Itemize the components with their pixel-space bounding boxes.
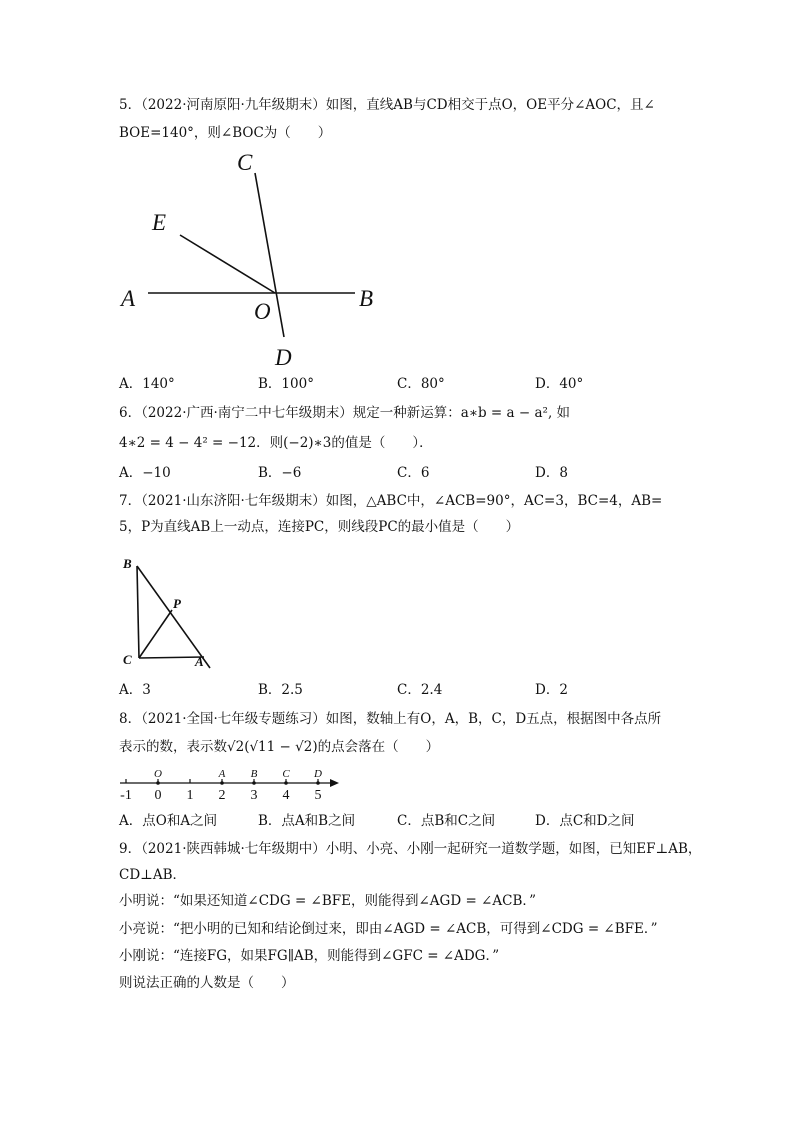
q6-option-c[interactable]: C．6 (397, 465, 430, 481)
point-label: B (250, 768, 258, 780)
q6-stem-line2: 4∗2 = 4 − 4² = −12．则(−2)∗3的值是（ ）． (119, 435, 433, 451)
tick-label: 3 (250, 788, 258, 803)
q8-option-a[interactable]: A．点O和A之间 (119, 813, 218, 829)
q9-xiaoming-statement: 小明说：“如果还知道∠CDG = ∠BFE，则能得到∠AGD = ∠ACB．” (119, 893, 537, 909)
q7-option-c[interactable]: C．2.4 (397, 682, 443, 698)
ray-oe (180, 235, 275, 293)
q5-option-a[interactable]: A．140° (119, 376, 175, 392)
point-a (220, 781, 224, 785)
q8-option-b[interactable]: B．点A和B之间 (258, 813, 356, 829)
q5-option-b[interactable]: B．100° (258, 376, 314, 392)
q7-option-b[interactable]: B．2.5 (258, 682, 303, 698)
q9-xiaogang-statement: 小刚说：“连接FG，如果FG∥AB，则能得到∠GFC = ∠ADG．” (119, 948, 500, 964)
q7-stem-line2: 5，P为直线AB上一动点，连接PC，则线段PC的最小值是（ ） (119, 519, 520, 535)
point-label: A (218, 768, 226, 780)
label-e: E (152, 210, 167, 235)
label-c: C (123, 652, 132, 667)
q8-option-c[interactable]: C．点B和C之间 (397, 813, 496, 829)
label-b: B (123, 556, 132, 571)
q9-xiaoliang-statement: 小亮说：“把小明的已知和结论倒过来，即由∠AGD = ∠ACB，可得到∠CDG = ∠BFE．” (119, 921, 658, 937)
label-a: A (195, 654, 204, 669)
q9-stem-line2: CD⊥AB． (119, 867, 187, 883)
q5-stem-line1: 5．（2022·河南原阳·九年级期末）如图，直线AB与CD相交于点O，OE平分∠AOC，且∠ (119, 97, 655, 113)
q5-option-c[interactable]: C．80° (397, 376, 445, 392)
arrow-right-icon (330, 779, 339, 787)
point-d (316, 781, 320, 785)
q7-stem-line1: 7．（2021·山东济阳·七年级期末）如图，△ABC中，∠ACB=90°，AC=3，BC=4，AB= (119, 493, 663, 509)
q5-stem-line2: BOE=140°，则∠BOC为（ ） (119, 125, 332, 141)
q7-option-a[interactable]: A．3 (119, 682, 151, 698)
label-c: C (237, 150, 253, 175)
q5-option-d[interactable]: D．40° (535, 376, 584, 392)
q8-option-d[interactable]: D．点C和D之间 (535, 813, 635, 829)
label-a: A (121, 286, 136, 311)
q9-stem-line1: 9．（2021·陕西韩城·七年级期中）小明、小亮、小刚一起研究一道数学题，如图，已知EF⊥AB， (119, 841, 702, 857)
tick-label: 1 (186, 788, 194, 803)
label-p: P (173, 596, 181, 611)
label-d: D (275, 345, 292, 370)
point-c (284, 781, 288, 785)
q8-stem-line2: 表示的数，表示数√2(√11 − √2)的点会落在（ ） (119, 739, 440, 755)
tick-label: 0 (154, 788, 162, 803)
q5-figure (110, 145, 400, 375)
point-o (156, 781, 160, 785)
tick-label: 4 (282, 788, 290, 803)
label-b: B (359, 286, 374, 311)
tick-label: -1 (120, 788, 132, 803)
q6-stem-line1: 6．（2022·广西·南宁二中七年级期末）规定一种新运算：a∗b = a − a², 如 (119, 405, 571, 421)
tick-label: 2 (218, 788, 226, 803)
point-label: C (282, 768, 290, 780)
q6-option-a[interactable]: A．−10 (119, 465, 171, 481)
q8-number-line (110, 762, 350, 806)
q8-stem-line1: 8．（2021·全国·七年级专题练习）如图，数轴上有O，A，B，C，D五点，根据图中各点所 (119, 711, 662, 727)
label-o: O (254, 299, 271, 324)
tick-label: 5 (314, 788, 322, 803)
q6-option-b[interactable]: B．−6 (258, 465, 302, 481)
q7-option-d[interactable]: D．2 (535, 682, 568, 698)
q9-question: 则说法正确的人数是（ ） (119, 975, 295, 991)
q7-figure (118, 552, 218, 674)
q6-option-d[interactable]: D．8 (535, 465, 568, 481)
point-b (252, 781, 256, 785)
point-label: D (314, 768, 322, 780)
point-label: O (154, 768, 162, 780)
